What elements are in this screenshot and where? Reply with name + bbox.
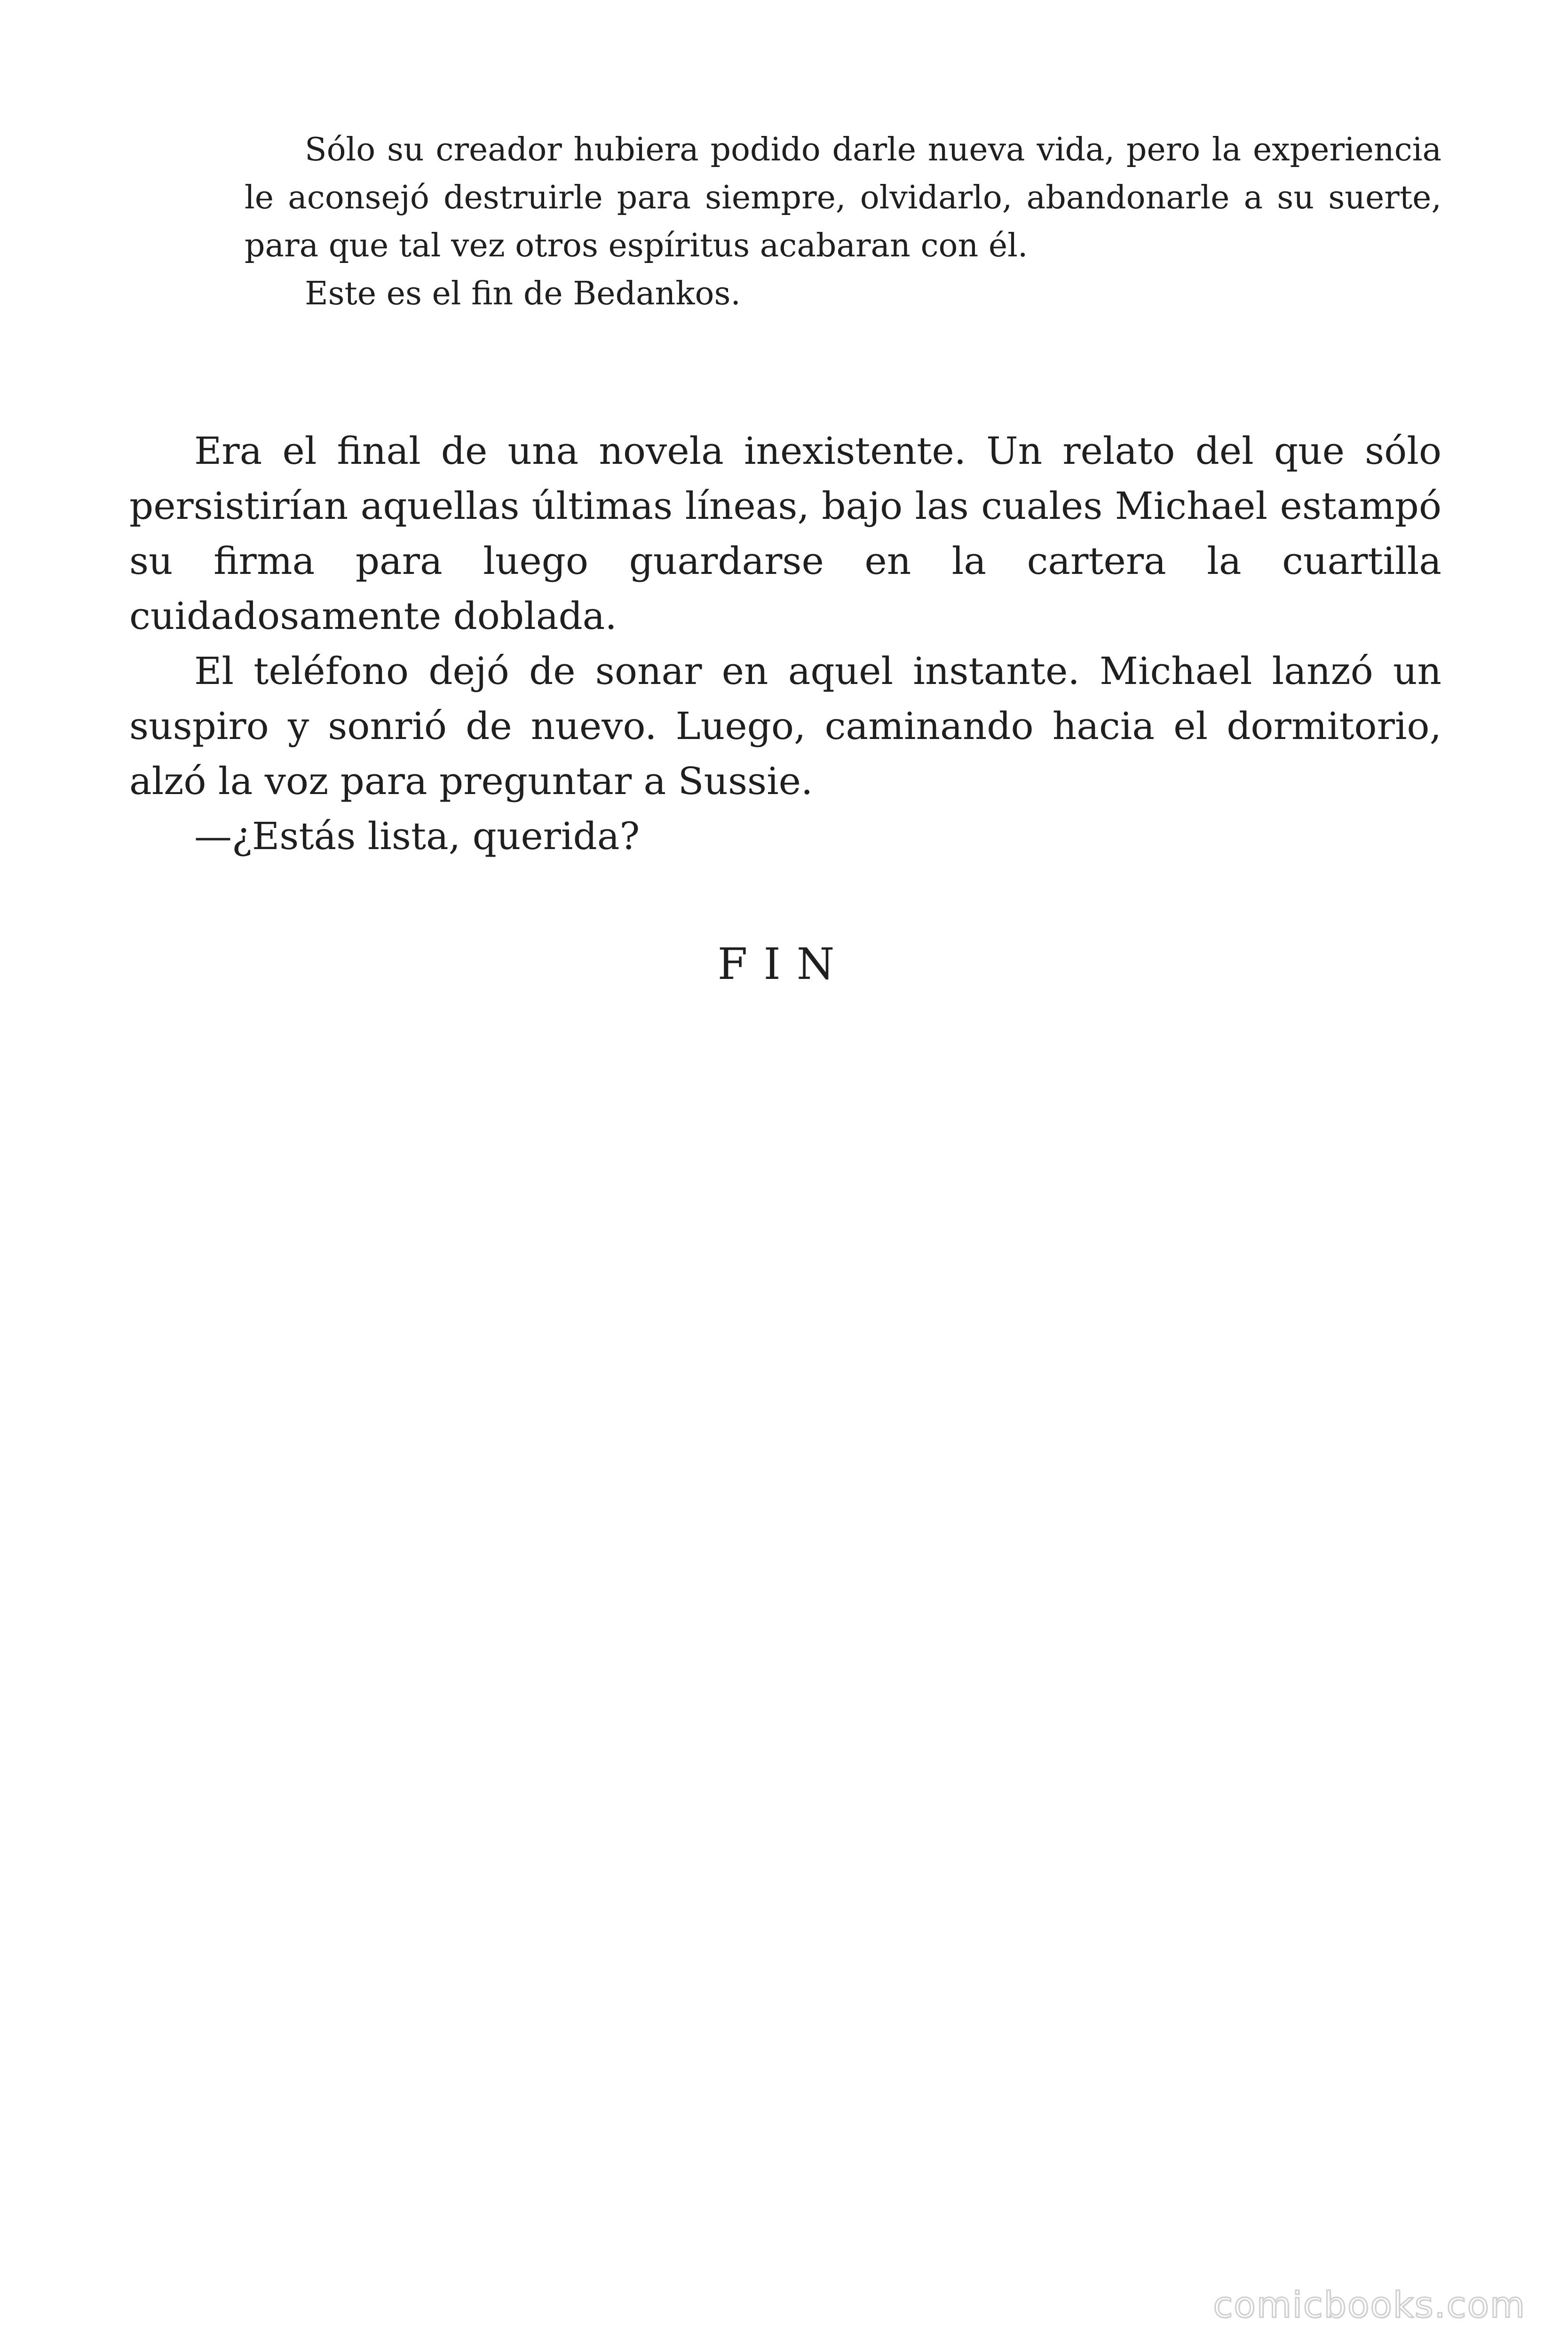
body-paragraph: El teléfono dejó de sonar en aquel instante. Michael lanzó un suspiro y sonrió de nuevo. Luego, caminando hacia el dormitorio, alzó la voz para preguntar a Sussie. [129, 649, 1441, 803]
body-paragraph: —¿Estás lista, querida? [194, 814, 640, 858]
quote-paragraph: Sólo su creador hubiera podido darle nueva vida, pero la experiencia le aconsejó destruirle para siempre, olvidarlo, abandonarle a su suerte, para que tal vez otros espíritus acabaran con él. [245, 131, 1441, 264]
quote-paragraph: Este es el fin de Bedankos. [305, 275, 741, 312]
body-paragraph: Era el final de una novela inexistente. Un relato del que sólo persistirían aquellas últimas líneas, bajo las cuales Michael estampó su firma para luego guardarse en la cartera la cuartilla cuidadosamente doblada. [129, 429, 1441, 638]
watermark: comicbooks.com [1213, 2284, 1526, 2326]
quoted-passage [245, 126, 1441, 318]
end-mark: FIN [717, 939, 851, 989]
body-text [129, 423, 1441, 864]
